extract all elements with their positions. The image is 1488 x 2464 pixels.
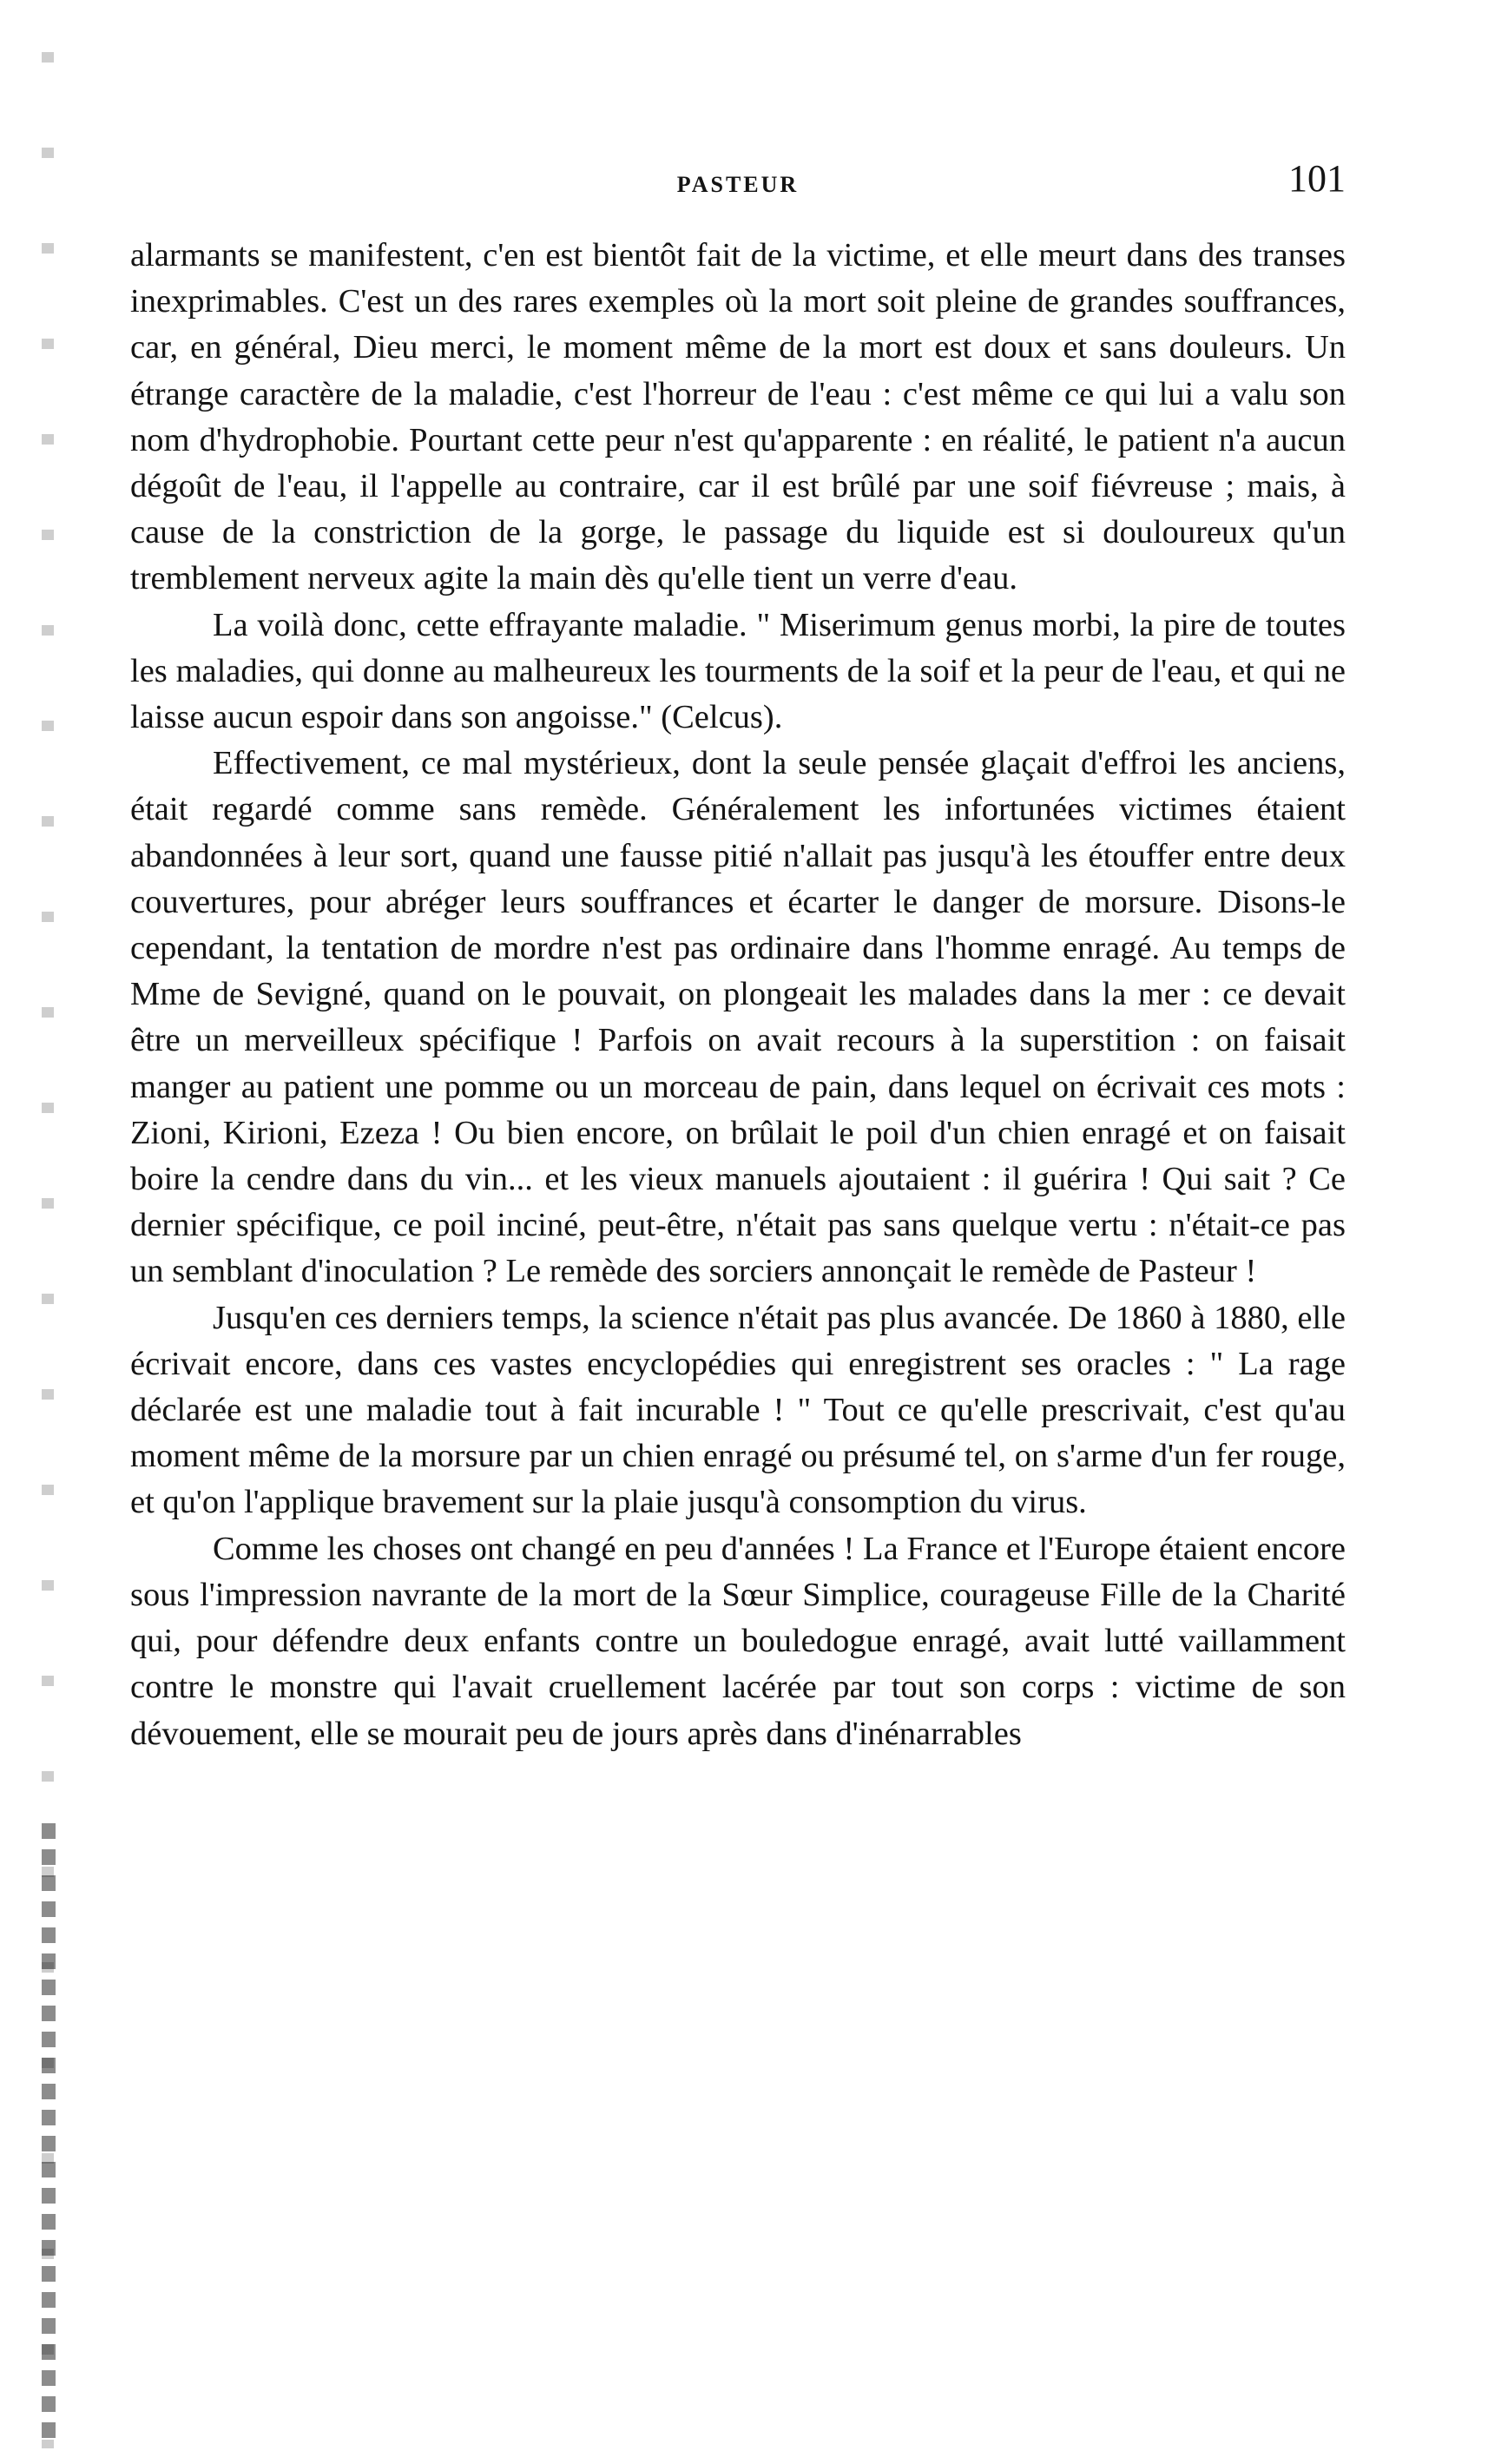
paragraph-2: La voilà donc, cette effrayante maladie. " Miserimum genus morbi, la pire de toutes les maladies, qui donne au malheureux les tourments de la soif et la peur de l'eau, et qui ne laisse aucun espoir dans son angoisse." (Celcus).: [130, 606, 1346, 736]
paragraph-5: Comme les choses ont changé en peu d'années ! La France et l'Europe étaient encore sous l'impression navrante de la mort de la Sœur Simplice, courageuse Fille de la Charité qui, pour défendre deux enfants contre un bouledogue enragé, avait lutté vaillamment contre le monstre qui l'avait cruellement lacérée par tout son corps : victime de son dévouement, elle se mourait peu de jours après dans d'inénarrables: [130, 1530, 1346, 1752]
running-head: PASTEUR: [676, 172, 800, 197]
page-header: [130, 156, 1346, 208]
body-text: [130, 233, 1346, 1757]
binding-edge-marks: [42, 1823, 56, 2448]
paragraph-4: Jusqu'en ces derniers temps, la science n'était pas plus avancée. De 1860 à 1880, elle écrivait encore, dans ces vastes encyclopédies qui enregistrent ses oracles : " La rage déclarée est une maladie tout à fait incurable ! " Tout ce qu'elle prescrivait, c'est qu'au moment même de la morsure par un chien enragé ou présumé tel, on s'arme d'un fer rouge, et qu'on l'applique bravement sur la plaie jusqu'à consomption du virus.: [130, 1299, 1346, 1521]
page-number: 101: [1288, 157, 1346, 200]
paragraph-3: Effectivement, ce mal mystérieux, dont la seule pensée glaçait d'effroi les anciens, était regardé comme sans remède. Généralement les infortunées victimes étaient abandonnées à leur sort, quand une fausse pitié n'allait pas jusqu'à les étouffer entre deux couvertures, pour abréger leurs souffrances et écarter le danger de morsure. Disons-le cependant, la tentation de mordre n'est pas ordinaire dans l'homme enragé. Au temps de Mme de Sevigné, quand on le pouvait, on plongeait les malades dans la mer : ce devait être un merveilleux spécifique ! Parfois on avait recours à la superstition : on faisait manger au patient une pomme ou un morceau de pain, dans lequel on écrivait ces mots : Zioni, Kirioni, Ezeza ! Ou bien encore, on brûlait le poil d'un chien enragé et on faisait boire la cendre dans du vin... et les vieux manuels ajoutaient : il guérira ! Qui sait ? Ce dernier spécifique, ce poil inciné, peut-être, n'était pas sans quelque vertu : n'était-ce pas un semblant d'inoculation ? Le remède des sorciers annonçait le remède de Pasteur !: [130, 745, 1346, 1290]
paragraph-1: alarmants se manifestent, c'en est bientôt fait de la victime, et elle meurt dans des transes inexprimables. C'est un des rares exemples où la mort soit pleine de grandes souffrances, car, en général, Dieu merci, le moment même de la mort est doux et sans douleurs. Un étrange caractère de la maladie, c'est l'horreur de l'eau : c'est même ce qui lui a valu son nom d'hydrophobie. Pourtant cette peur n'est qu'apparente : en réalité, le patient n'a aucun dégoût de l'eau, il l'appelle au contraire, car il est brûlé par une soif fiévreuse ; mais, à cause de la constriction de la gorge, le passage du liquide est si douloureux qu'un tremblement nerveux agite la main dès qu'elle tient un verre d'eau.: [130, 237, 1346, 597]
